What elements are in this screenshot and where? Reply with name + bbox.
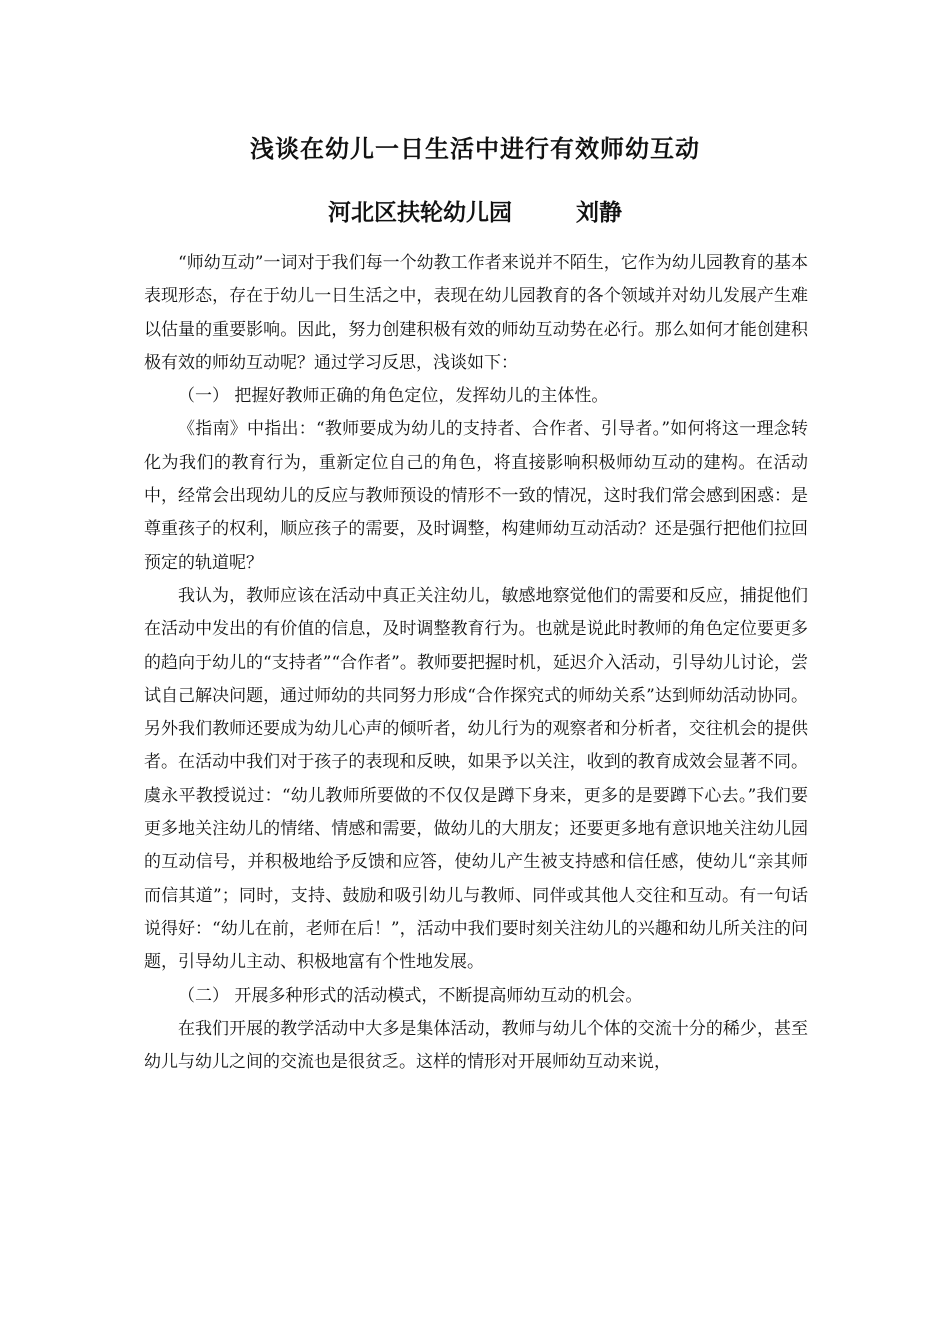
paragraph: 《指南》中指出：“教师要成为幼儿的支持者、合作者、引导者。”如何将这一理念转化为我们的教育行为，重新定位自己的角色，将直接影响积极师幼互动的建构。在活动中，经常会出现幼儿的反应与教师预设的情形不一致的情况，这时我们常会感到困惑：是尊重孩子的权利，顺应孩子的需要，及时调整，构建师幼互动活动？还是强行把他们拉回预定的轨道呢？ xyxy=(144,419,808,573)
author-line: 河北区扶轮幼儿园 刘静 xyxy=(327,200,623,226)
document-body xyxy=(144,247,808,1079)
paragraph: 我认为，教师应该在活动中真正关注幼儿，敏感地察觉他们的需要和反应，捕捉他们在活动中发出的有价值的信息，及时调整教育行为。也就是说此时教师的角色定位要更多的趋向于幼儿的“支持者”“合作者”。教师要把握时机，延迟介入活动，引导幼儿讨论，尝试自己解决问题，通过师幼的共同努力形成“合作探究式的师幼关系”达到师幼活动协同。另外我们教师还要成为幼儿心声的倾听者，幼儿行为的观察者和分析者，交往机会的提供者。在活动中我们对于孩子的表现和反映，如果予以关注，收到的教育成效会显著不同。虞永平教授说过：“幼儿教师所要做的不仅仅是蹲下身来，更多的是要蹲下心去。”我们要更多地关注幼儿的情绪、情感和需要，做幼儿的大朋友；还要更多地有意识地关注幼儿园的互动信号，并积极地给予反馈和应答，使幼儿产生被支持感和信任感，使幼儿“亲其师而信其道”；同时，支持、鼓励和吸引幼儿与教师、同伴或其他人交往和互动。有一句话说得好：“幼儿在前，老师在后！”，活动中我们要时刻关注幼儿的兴趣和幼儿所关注的问题，引导幼儿主动、积极地富有个性地发展。 xyxy=(144,585,808,973)
section-heading-1: （一） 把握好教师正确的角色定位，发挥幼儿的主体性。 xyxy=(178,386,609,407)
section-heading-2: （二） 开展多种形式的活动模式，不断提高师幼互动的机会。 xyxy=(178,985,643,1006)
paragraph-intro: “师幼互动”一词对于我们每一个幼教工作者来说并不陌生，它作为幼儿园教育的基本表现形态，存在于幼儿一日生活之中，表现在幼儿园教育的各个领域并对幼儿发展产生难以估量的重要影响。因此，努力创建积极有效的师幼互动势在必行。那么如何才能创建积极有效的师幼互动呢？通过学习反思，浅谈如下： xyxy=(144,253,808,373)
paragraph: 在我们开展的教学活动中大多是集体活动，教师与幼儿个体的交流十分的稀少，甚至幼儿与幼儿之间的交流也是很贫乏。这样的情形对开展师幼互动来说， xyxy=(144,1018,808,1073)
document-title: 浅谈在幼儿一日生活中进行有效师幼互动 xyxy=(250,135,700,163)
